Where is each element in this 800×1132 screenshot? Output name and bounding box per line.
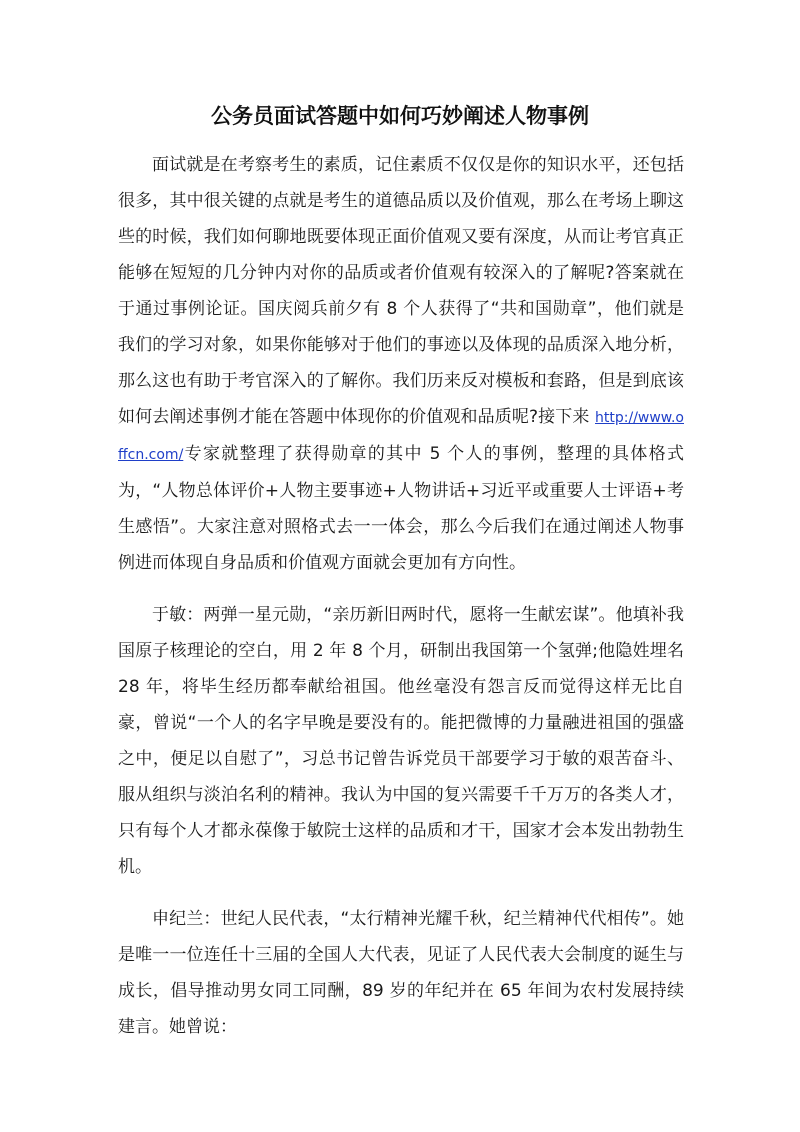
paragraph-shen-jilan: 申纪兰：世纪人民代表，“太行精神光耀千秋，纪兰精神代代相传”。她是唯一一位连任十三届的全国人大代表，见证了人民代表大会制度的诞生与成长，倡导推动男女同工同酬，89 岁的年纪并在 65 年间为农村发展持续建言。她曾说： <box>118 909 684 1037</box>
paragraph-intro-text-a: 面试就是在考察考生的素质，记住素质不仅仅是你的知识水平，还包括很多，其中很关键的点就是考生的道德品质以及价值观，那么在考场上聊这些的时候，我们如何聊地既要体现正面价值观又要有深度，从而让考官真正能够在短短的几分钟内对你的品质或者价值观有较深入的了解呢?答案就在于通过事例论证。国庆阅兵前夕有 8 个人获得了“共和国勋章”，他们就是我们的学习对象，如果你能够对于他们的事迹以及体现的品质深入地分析，那么这也有助于考官深入的了解你。我们历来反对模板和套路，但是到底该如何去阐述事例才能在答题中体现你的价值观和品质呢?接下来 <box>118 155 684 427</box>
document-title: 公务员面试答题中如何巧妙阐述人物事例 <box>211 104 589 128</box>
document-body <box>118 147 684 1061</box>
paragraph-intro <box>118 147 684 581</box>
offcn-link[interactable]: http://www.offcn.com/ <box>118 410 684 463</box>
paragraph-intro-text-b: 专家就整理了获得勋章的其中 5 个人的事例，整理的具体格式为，“人物总体评价+人物主要事迹+人物讲话+习近平或重要人士评语+考生感悟”。大家注意对照格式去一一体会，那么今后我们在通过阐述人物事例进而体现自身品质和价值观方面就会更加有方向性。 <box>118 444 684 573</box>
paragraph-yu-min: 于敏：两弹一星元勋，“亲历新旧两时代，愿将一生献宏谋”。他填补我国原子核理论的空白，用 2 年 8 个月，研制出我国第一个氢弹;他隐姓埋名 28 年，将毕生经历都奉献给祖国。他丝毫没有怨言反而觉得这样无比自豪，曾说“一个人的名字早晚是要没有的。能把微博的力量融进祖国的强盛之中，便足以自慰了”，习总书记曾告诉党员干部要学习于敏的艰苦奋斗、服从组织与淡泊名利的精神。我认为中国的复兴需要千千万万的各类人才，只有每个人才都永葆像于敏院士这样的品质和才干，国家才会本发出勃勃生机。 <box>118 605 684 877</box>
